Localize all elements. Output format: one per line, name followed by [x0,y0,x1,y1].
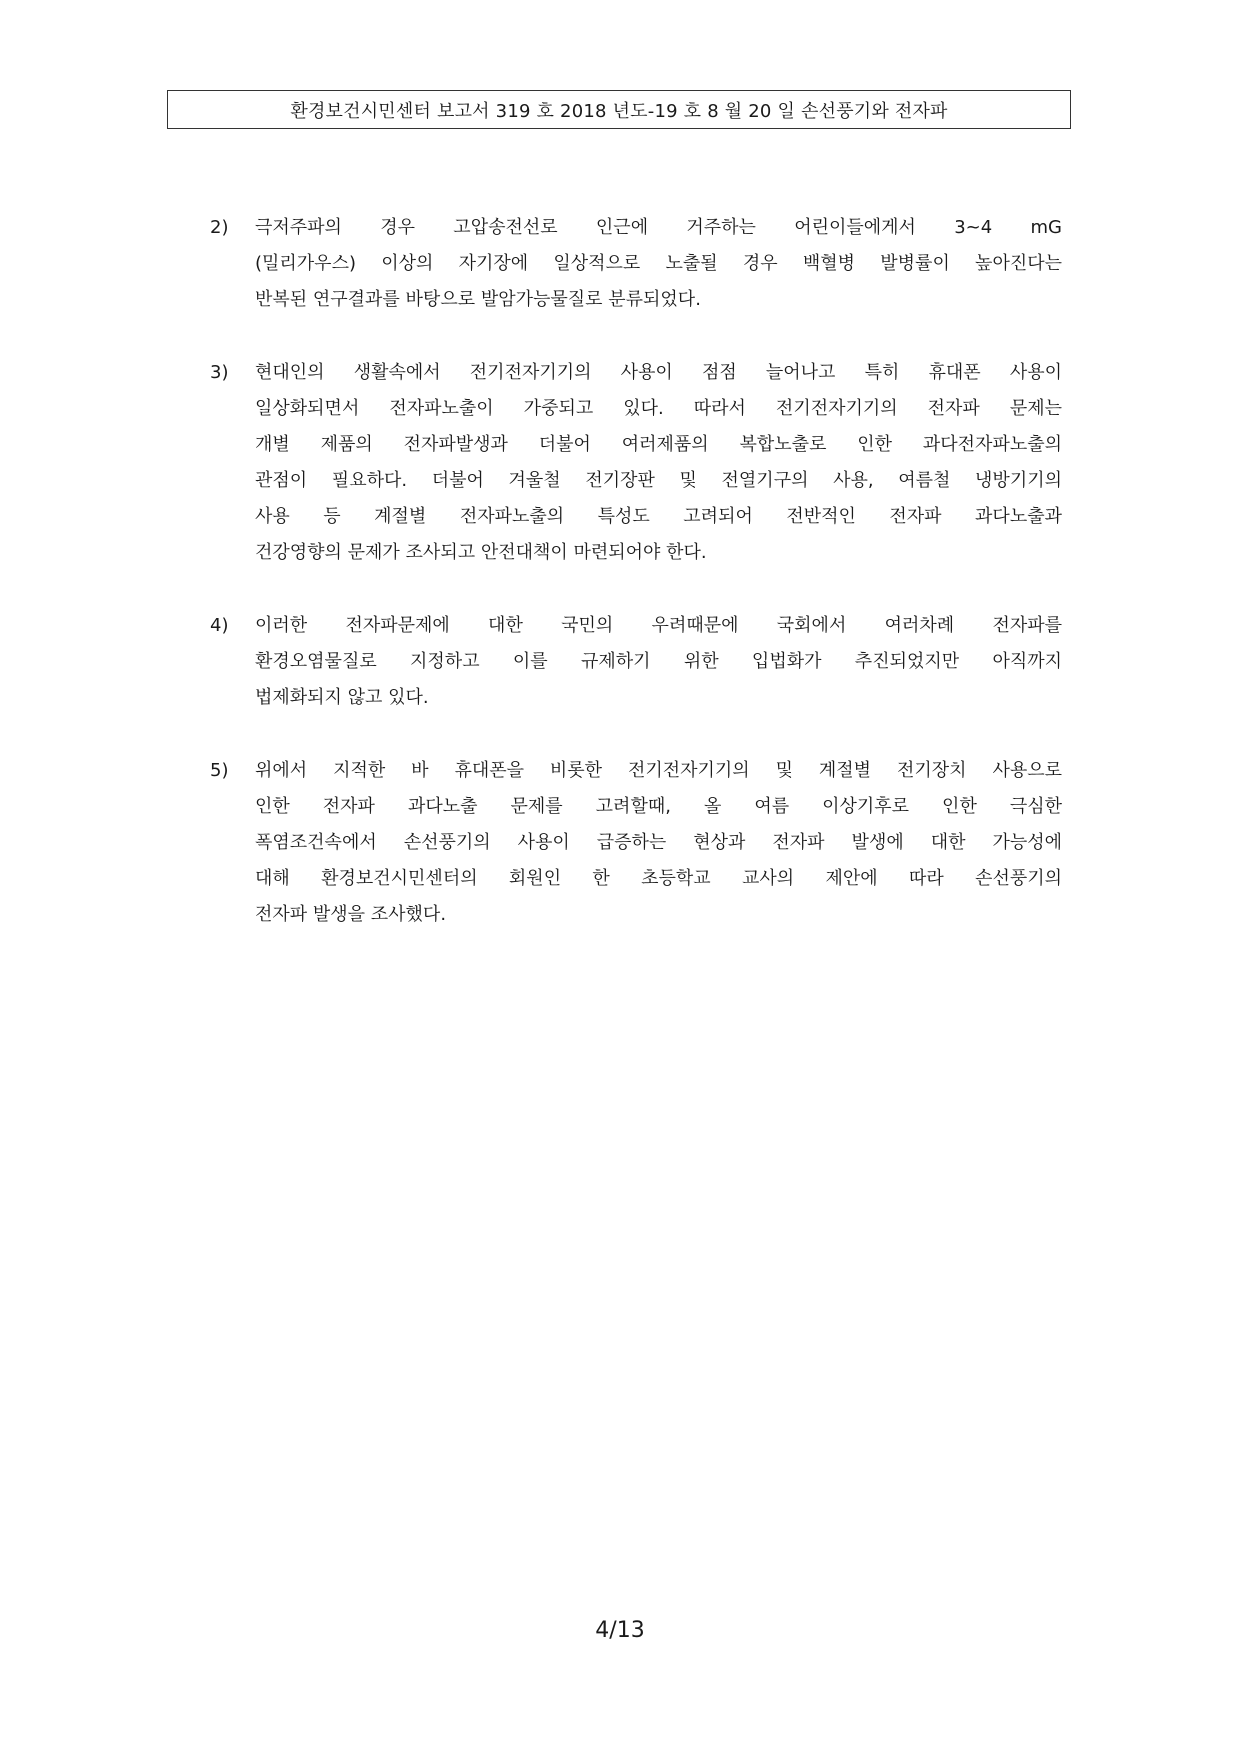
text-line: 사용 등 계절별 전자파노출의 특성도 고려되어 전반적인 전자파 과다노출과 [255,506,1062,527]
text-line: 관점이 필요하다. 더불어 겨울철 전기장판 및 전열기구의 사용, 여름철 냉방기기의 [255,470,1062,491]
text-line: 이러한 전자파문제에 대한 국민의 우려때문에 국회에서 여러차례 전자파를 [255,615,1062,636]
text-line: (밀리가우스) 이상의 자기장에 일상적으로 노출될 경우 백혈병 발병률이 높아진다는 [255,253,1062,274]
list-item-number: 5) [210,760,229,781]
document-body [210,210,1062,970]
list-item-number: 2) [210,217,229,238]
text-line: 법제화되지 않고 있다. [255,687,429,708]
text-line: 위에서 지적한 바 휴대폰을 비롯한 전기전자기기의 및 계절별 전기장치 사용으로 [255,760,1062,781]
text-line: 전자파 발생을 조사했다. [255,904,447,925]
text-line: 반복된 연구결과를 바탕으로 발암가능물질로 분류되었다. [255,289,701,310]
list-item-text [255,210,1062,318]
text-line: 극저주파의 경우 고압송전선로 인근에 거주하는 어린이들에게서 3~4 mG [255,217,1062,238]
report-header-text: 환경보건시민센터 보고서 319 호 2018 년도-19 호 8 월 20 일 손선풍기와 전자파 [290,100,948,122]
list-item-number: 3) [210,362,229,383]
list-item-number: 4) [210,615,229,636]
list-item-text [255,608,1062,716]
list-item-text [255,753,1062,933]
text-line: 일상화되면서 전자파노출이 가중되고 있다. 따라서 전기전자기기의 전자파 문제는 [255,398,1062,419]
text-line: 폭염조건속에서 손선풍기의 사용이 급증하는 현상과 전자파 발생에 대한 가능성에 [255,832,1062,853]
page-number: 4/13 [595,1618,645,1643]
text-line: 환경오염물질로 지정하고 이를 규제하기 위한 입법화가 추진되었지만 아직까지 [255,651,1062,672]
list-item-text [255,355,1062,571]
list-item-3 [210,355,1062,571]
list-item-4 [210,608,1062,716]
list-item-2 [210,210,1062,318]
text-line: 인한 전자파 과다노출 문제를 고려할때, 올 여름 이상기후로 인한 극심한 [255,796,1062,817]
text-line: 건강영향의 문제가 조사되고 안전대책이 마련되어야 한다. [255,542,707,563]
report-header [167,90,1071,129]
text-line: 현대인의 생활속에서 전기전자기기의 사용이 점점 늘어나고 특히 휴대폰 사용이 [255,362,1062,383]
text-line: 개별 제품의 전자파발생과 더불어 여러제품의 복합노출로 인한 과다전자파노출의 [255,434,1062,455]
text-line: 대해 환경보건시민센터의 회원인 한 초등학교 교사의 제안에 따라 손선풍기의 [255,868,1062,889]
list-item-5 [210,753,1062,933]
